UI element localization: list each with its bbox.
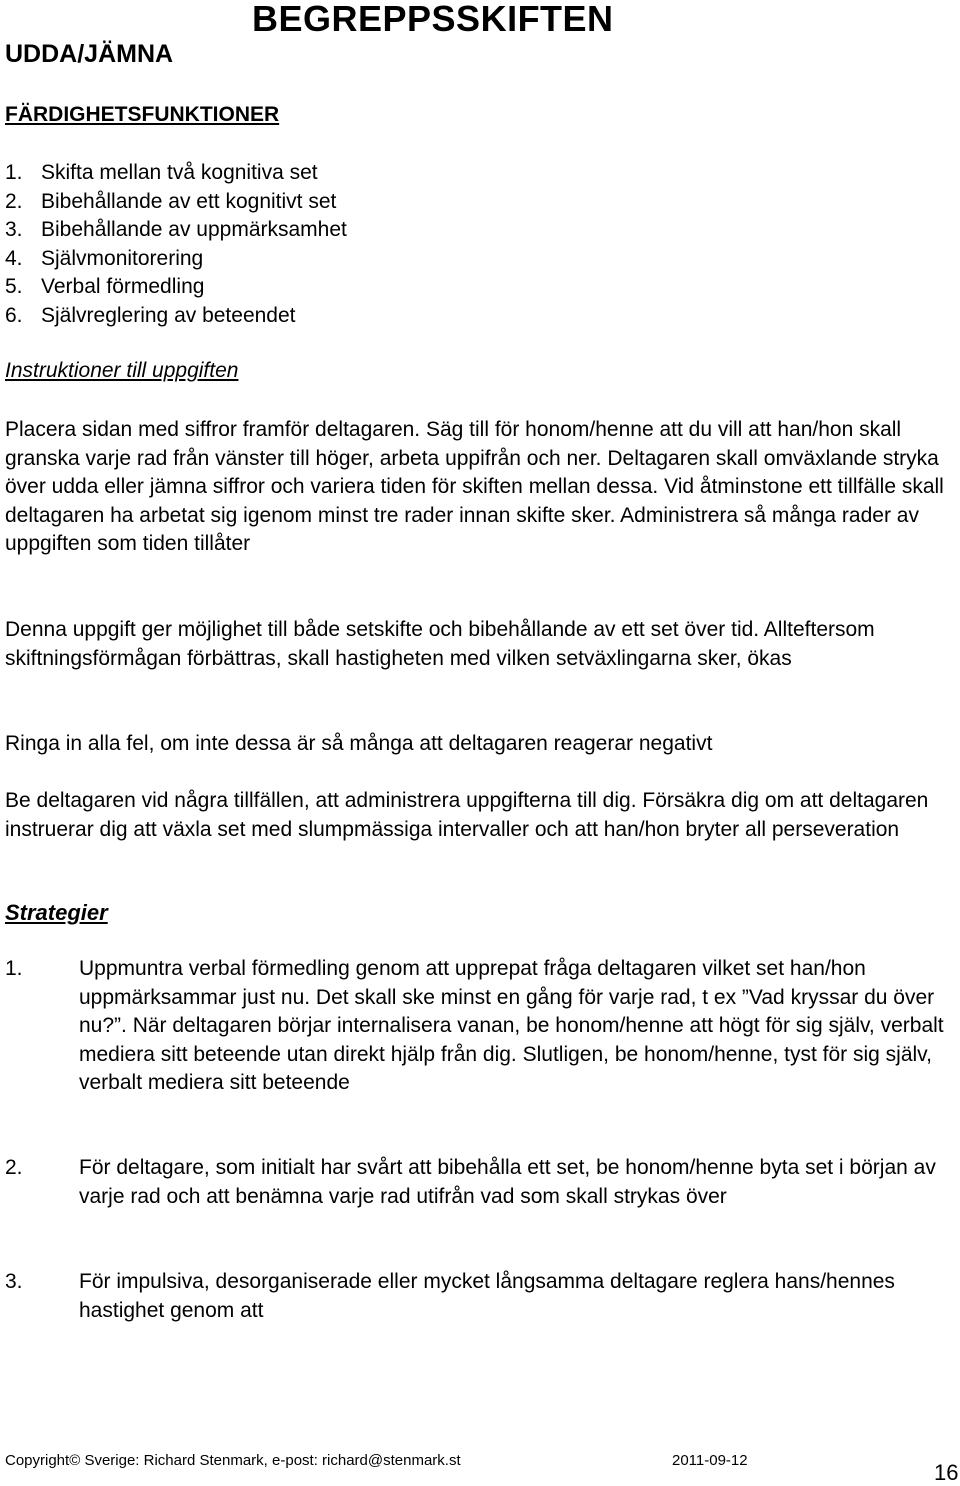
list-item: 3. Bibehållande av uppmärksamhet [5,218,347,241]
list-item: 1. Skifta mellan två kognitiva set [5,161,318,184]
skills-list [5,159,347,330]
strategy-item [5,1154,955,1211]
strategy-number: 1. [5,957,23,980]
page-number: 16 [934,1460,959,1485]
copyright-credit: Sverige: Richard Stenmark, e-post: richard@stenmark.st [84,1452,461,1469]
footer-date: 2011-09-12 [672,1452,748,1469]
skills-heading: FÄRDIGHETSFUNKTIONER [5,103,280,126]
strategy-text: Uppmuntra verbal förmedling genom att upprepat fråga deltagaren vilket set han/hon uppmärksammar just nu. Det skall ske minst en gång för varje rad, t ex ”Vad kryssar du över nu?”. När deltagaren börjar internalisera vanan, be honom/henne att högt för sig själv, verbalt mediera sitt beteende utan direkt hjälp från dig. Slutligen, be honom/henne, tyst för sig själv, verbalt mediera sitt beteende [79,957,944,1094]
strategy-item [5,1268,955,1325]
strategy-text: För deltagare, som initialt har svårt att bibehålla ett set, be honom/henne byta set i början av varje rad och att benämna varje rad utifrån vad som skall strykas över [79,1156,936,1208]
strategies-heading: Strategier [5,900,108,925]
copyright-label: Copyright [5,1452,70,1469]
instruction-paragraph: Be deltagaren vid några tillfällen, att administrera uppgifterna till dig. Försäkra dig om att deltagaren instruerar dig att växla set med slumpmässiga intervaller och att han/hon bryter all perseveration [5,789,929,841]
page-title: BEGREPPSSKIFTEN [252,0,614,39]
list-item: 5. Verbal förmedling [5,275,205,298]
list-item: 6. Självreglering av beteendet [5,303,296,327]
instruction-paragraph: Ringa in alla fel, om inte dessa är så många att deltagaren reagerar negativt [5,732,713,755]
instruction-paragraph: Placera sidan med siffror framför deltagaren. Säg till för honom/henne att du vill att han/hon skall granska varje rad från vänster till höger, arbeta uppifrån och ner. Deltagaren skall omväxlande stryka över udda eller jämna siffror och variera tiden för skiften mellan dessa. Vid åtminstone ett tillfälle skall deltagaren ha arbetat sig igenom minst tre rader innan skifte sker. Administrera så många rader av uppgiften som tiden tillåter [5,418,944,555]
instructions-heading: Instruktioner till uppgiften [5,359,239,382]
list-item: 4. Självmonitorering [5,246,204,270]
list-item: 2. Bibehållande av ett kognitivt set [5,189,337,213]
page-subtitle: UDDA/JÄMNA [5,40,174,68]
strategy-number: 3. [5,1270,23,1293]
strategy-text: För impulsiva, desorganiserade eller mycket långsamma deltagare reglera hans/hennes hastighet genom att [79,1270,895,1322]
footer-copyright [5,1452,461,1469]
strategy-number: 2. [5,1156,23,1179]
strategy-item [5,955,955,1098]
instruction-paragraph: Denna uppgift ger möjlighet till både setskifte och bibehållande av ett set över tid. Allteftersom skiftningsförmågan förbättras, skall hastigheten med vilken setväxlingarna sker, ökas [5,618,875,670]
copyright-icon: © [69,1452,81,1469]
